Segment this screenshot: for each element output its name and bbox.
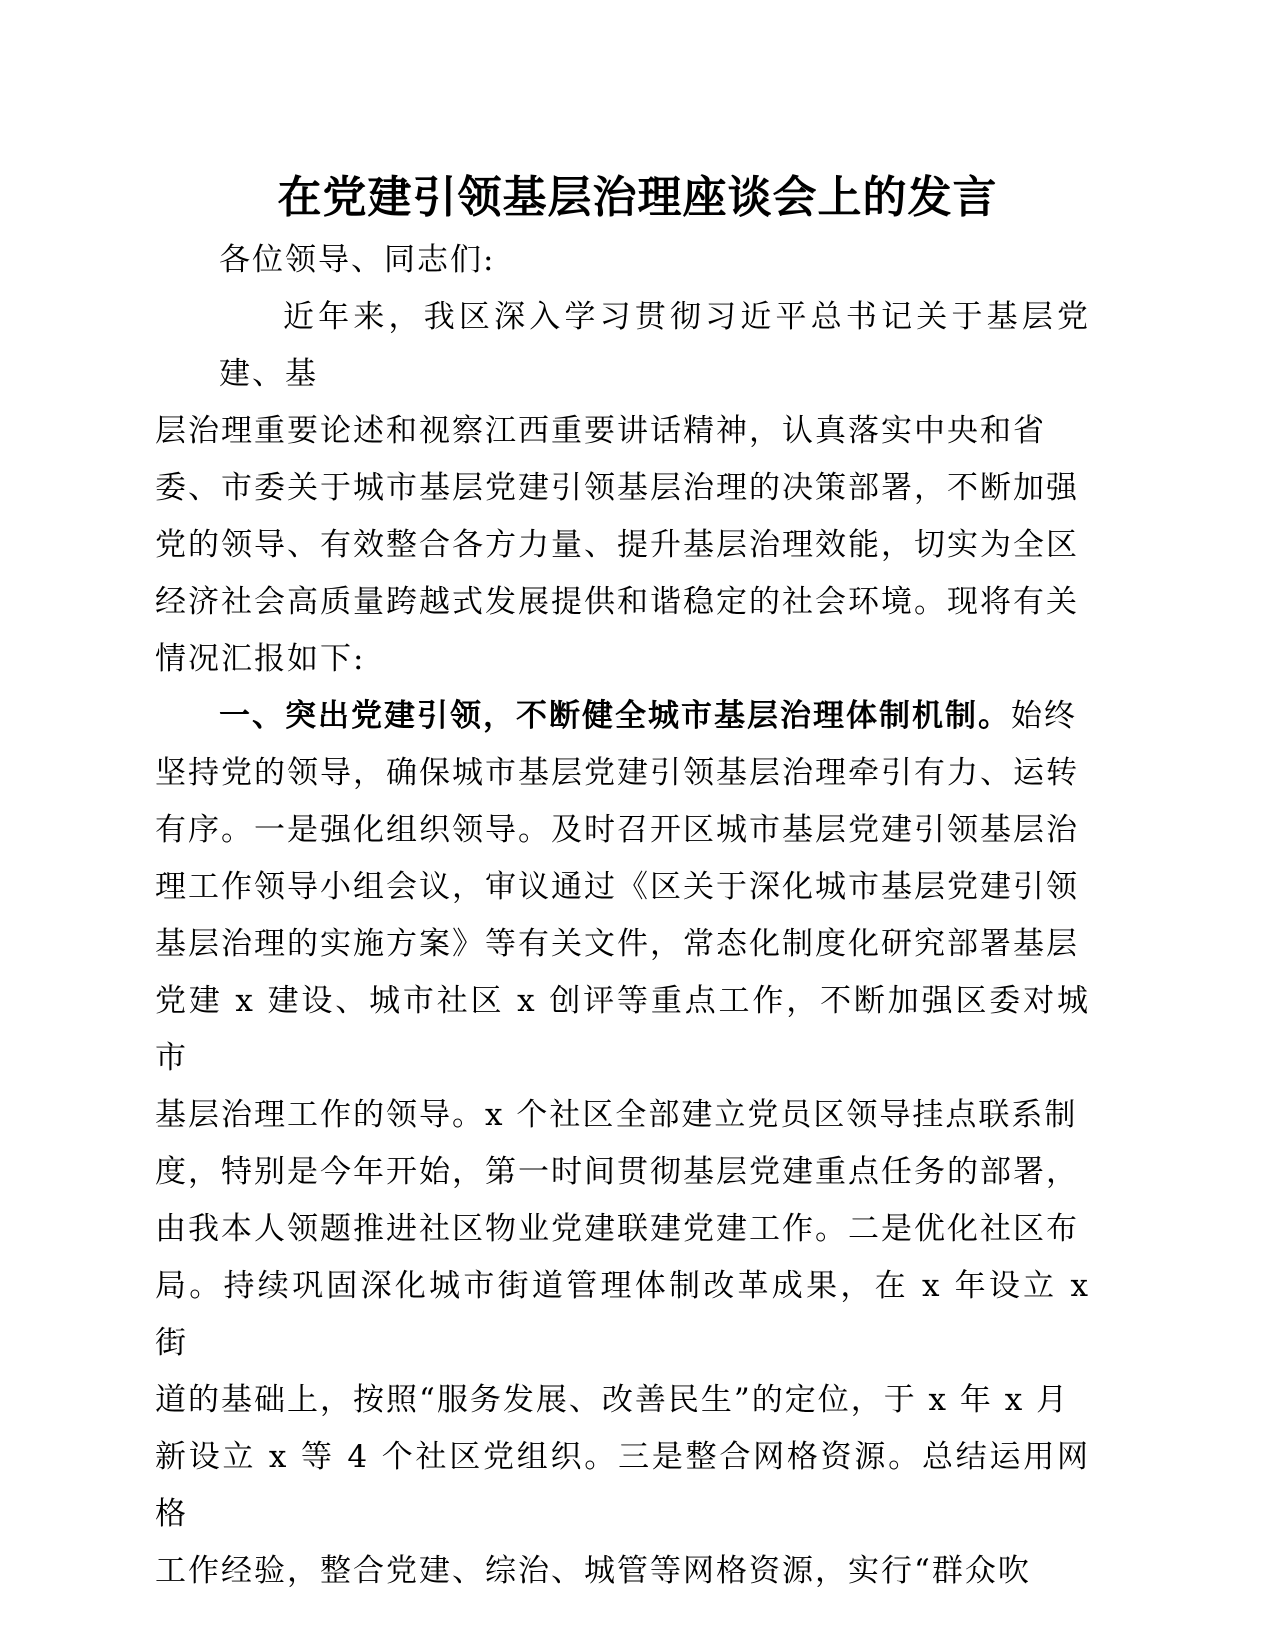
section-1-line: 新设立 x 等 4 个社区党组织。三是整合网格资源。总结运用网格 xyxy=(155,1439,1090,1532)
intro-line: 近年来，我区深入学习贯彻习近平总书记关于基层党建、基 xyxy=(219,299,1090,392)
intro-line: 经济社会高质量跨越式发展提供和谐稳定的社会环境。现将有关 xyxy=(155,584,1079,620)
section-1-line: 局。持续巩固深化城市街道管理体制改革成果，在 x 年设立 x 街 xyxy=(155,1268,1090,1361)
document-body xyxy=(155,232,1090,1600)
section-1-heading: 一、突出党建引领，不断健全城市基层治理体制机制。 xyxy=(219,698,1011,734)
section-1-first-line-rest: 始终 xyxy=(1011,698,1077,734)
intro-line: 情况汇报如下: xyxy=(155,641,366,677)
intro-line: 委、市委关于城市基层党建引领基层治理的决策部署，不断加强 xyxy=(155,470,1079,506)
document-title: 在党建引领基层治理座谈会上的发言 xyxy=(277,172,998,223)
intro-line: 党的领导、有效整合各方力量、提升基层治理效能，切实为全区 xyxy=(155,527,1079,563)
section-1-line: 有序。一是强化组织领导。及时召开区城市基层党建引领基层治 xyxy=(155,812,1079,848)
section-1-line: 基层治理工作的领导。x 个社区全部建立党员区领导挂点联系制 xyxy=(155,1097,1078,1133)
salutation: 各位领导、同志们: xyxy=(219,242,496,278)
section-1-line: 基层治理的实施方案》等有关文件，常态化制度化研究部署基层 xyxy=(155,926,1079,962)
section-1-line: 由我本人领题推进社区物业党建联建党建工作。二是优化社区布 xyxy=(155,1211,1079,1247)
section-1-line: 度，特别是今年开始，第一时间贯彻基层党建重点任务的部署， xyxy=(155,1154,1079,1190)
section-1-paragraph xyxy=(155,688,1090,1600)
section-1-first-line xyxy=(155,688,1090,745)
section-1-line: 党建 x 建设、城市社区 x 创评等重点工作，不断加强区委对城市 xyxy=(155,983,1090,1076)
section-1-line: 理工作领导小组会议，审议通过《区关于深化城市基层党建引领 xyxy=(155,869,1079,905)
section-1-line: 坚持党的领导，确保城市基层党建引领基层治理牵引有力、运转 xyxy=(155,755,1079,791)
section-1-line: 道的基础上，按照“服务发展、改善民生”的定位，于 x 年 x 月 xyxy=(155,1382,1070,1418)
intro-line: 层治理重要论述和视察江西重要讲话精神，认真落实中央和省 xyxy=(155,413,1046,449)
intro-paragraph xyxy=(155,289,1090,688)
section-1-line: 工作经验，整合党建、综治、城管等网格资源，实行“群众吹 xyxy=(155,1553,1031,1589)
